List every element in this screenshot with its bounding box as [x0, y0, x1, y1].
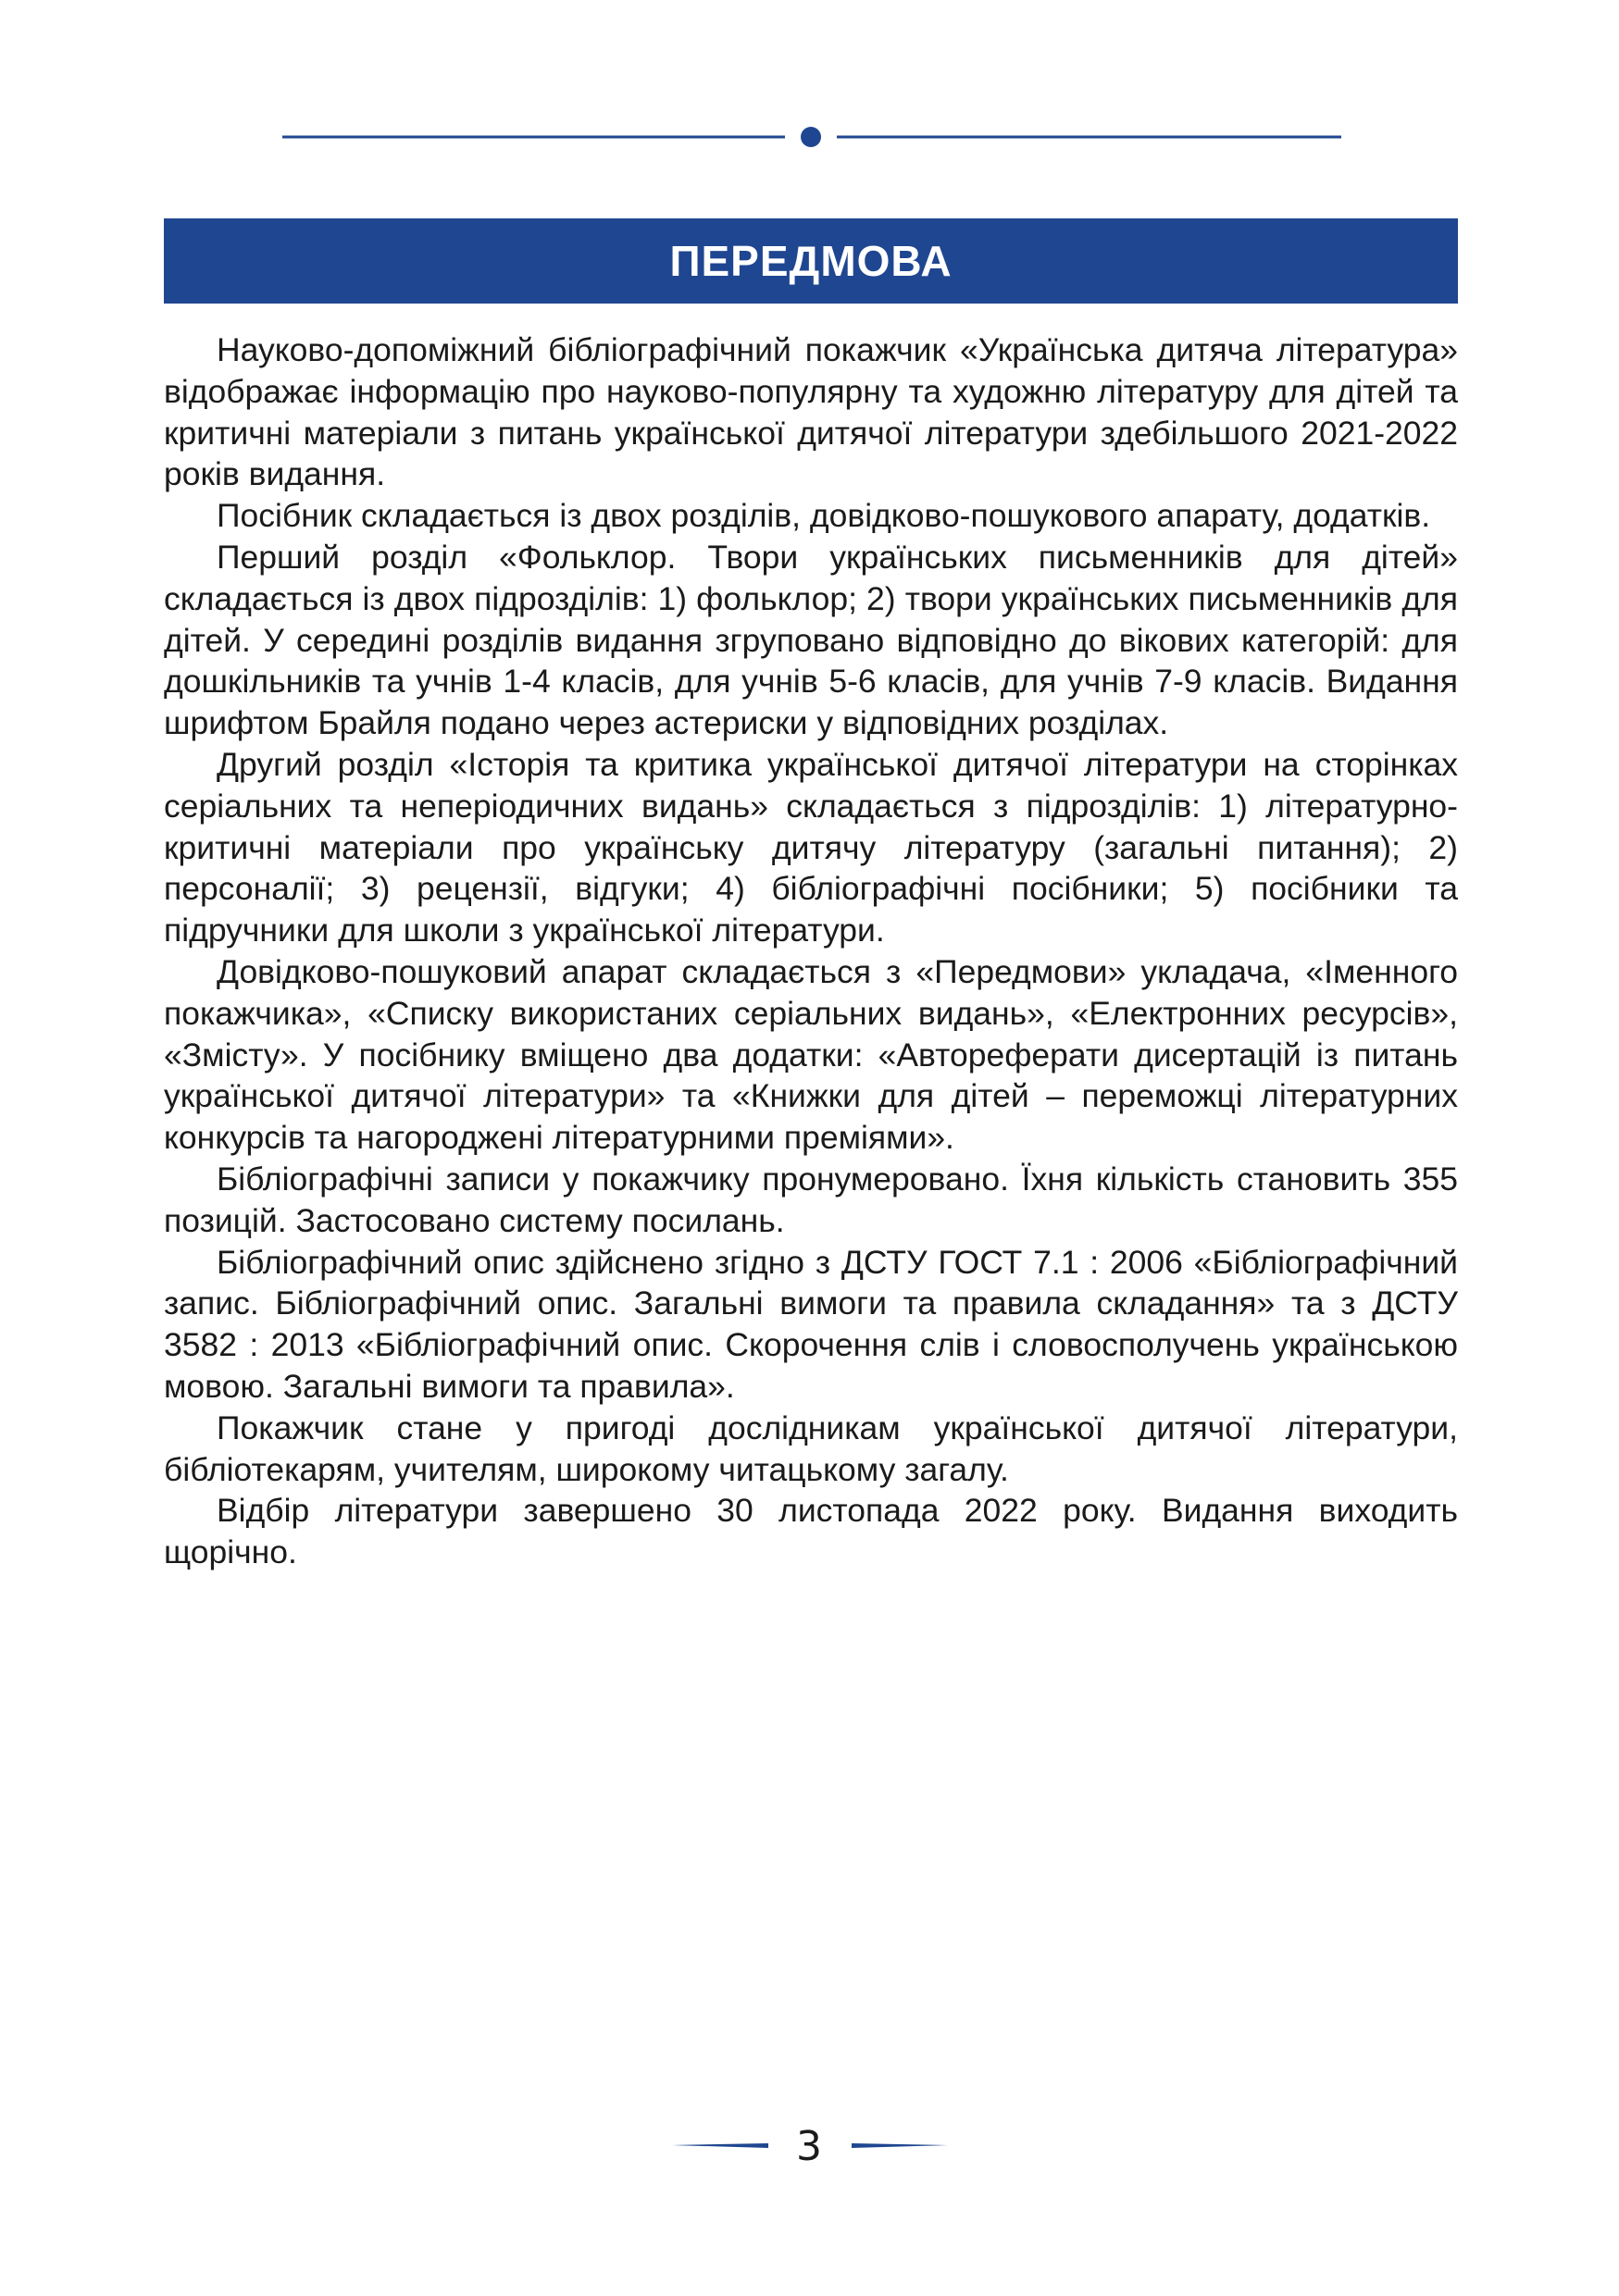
page-title: ПЕРЕДМОВА — [669, 237, 953, 285]
paragraph: Бібліографічний опис здійснено згідно з ДСТУ ГОСТ 7.1 : 2006 «Бібліографічний запис. Бібліографічний опис. Загальні вимоги та правила складання» та з ДСТУ 3582 : 2013 «Бібліографічний опис. Скорочення слів і словосполучень українською мовою. Загальні вимоги та правила». — [164, 1243, 1458, 1405]
paragraph: Довідково-пошуковий апарат складається з «Передмови» укладача, «Іменного покажчика», «Списку використаних серіальних видань», «Електронних ресурсів», «Змісту». У посібнику вміщено два додатки: «Автореферати дисертацій із питань української дитячої літератури» та «Книжки для дітей – переможці літературних конкурсів та нагороджені літературними преміями». — [164, 952, 1458, 1157]
bottom-divider-left — [672, 2143, 768, 2148]
paragraph: Другий розділ «Історія та критика української дитячої літератури на сторінках серіальних та неперіодичних видань» складається з підрозділів: 1) літературно-критичні матеріали про українську дитячу літературу (загальні питання); 2) персоналії; 3) рецензії, відгуки; 4) бібліографічні посібники; 5) посібники та підручники для школи з української літератури. — [164, 745, 1458, 949]
page-number: 3 — [796, 2123, 822, 2170]
top-divider-ornament — [0, 0, 1619, 148]
paragraph: Бібліографічні записи у покажчику пронумеровано. Їхня кількість становить 355 позицій. Застосовано систему посилань. — [164, 1160, 1458, 1239]
paragraph: Посібник складається із двох розділів, довідково-пошукового апарату, додатків. — [217, 497, 1431, 535]
title-banner — [164, 218, 1458, 304]
paragraph: Відбір літератури завершено 30 листопада 2022 року. Видання виходить щорічно. — [164, 1492, 1458, 1571]
paragraph: Науково-допоміжний бібліографічний покажчик «Українська дитяча література» відображає інформацію про науково-популярну та художню літературу для дітей та критичні матеріали з питань української дитячої літератури здебільшого 2021-2022 років видання. — [164, 331, 1458, 493]
bottom-divider-right — [852, 2143, 948, 2148]
paragraph: Покажчик стане у пригоді дослідникам української дитячої літератури, бібліотекарям, учителям, широкому читацькому загалу. — [164, 1409, 1458, 1488]
top-divider-dot — [801, 127, 821, 147]
paragraph: Перший розділ «Фольклор. Твори українських письменників для дітей» складається із двох підрозділів: 1) фольклор; 2) твори українських письменників для дітей. У середині розділів видання згруповано відповідно до вікових категорій: для дошкільників та учнів 1-4 класів, для учнів 5-6 класів, для учнів 7-9 класів. Видання шрифтом Брайля подано через астериски у відповідних розділах. — [164, 538, 1458, 742]
preface-body — [164, 329, 1458, 1573]
